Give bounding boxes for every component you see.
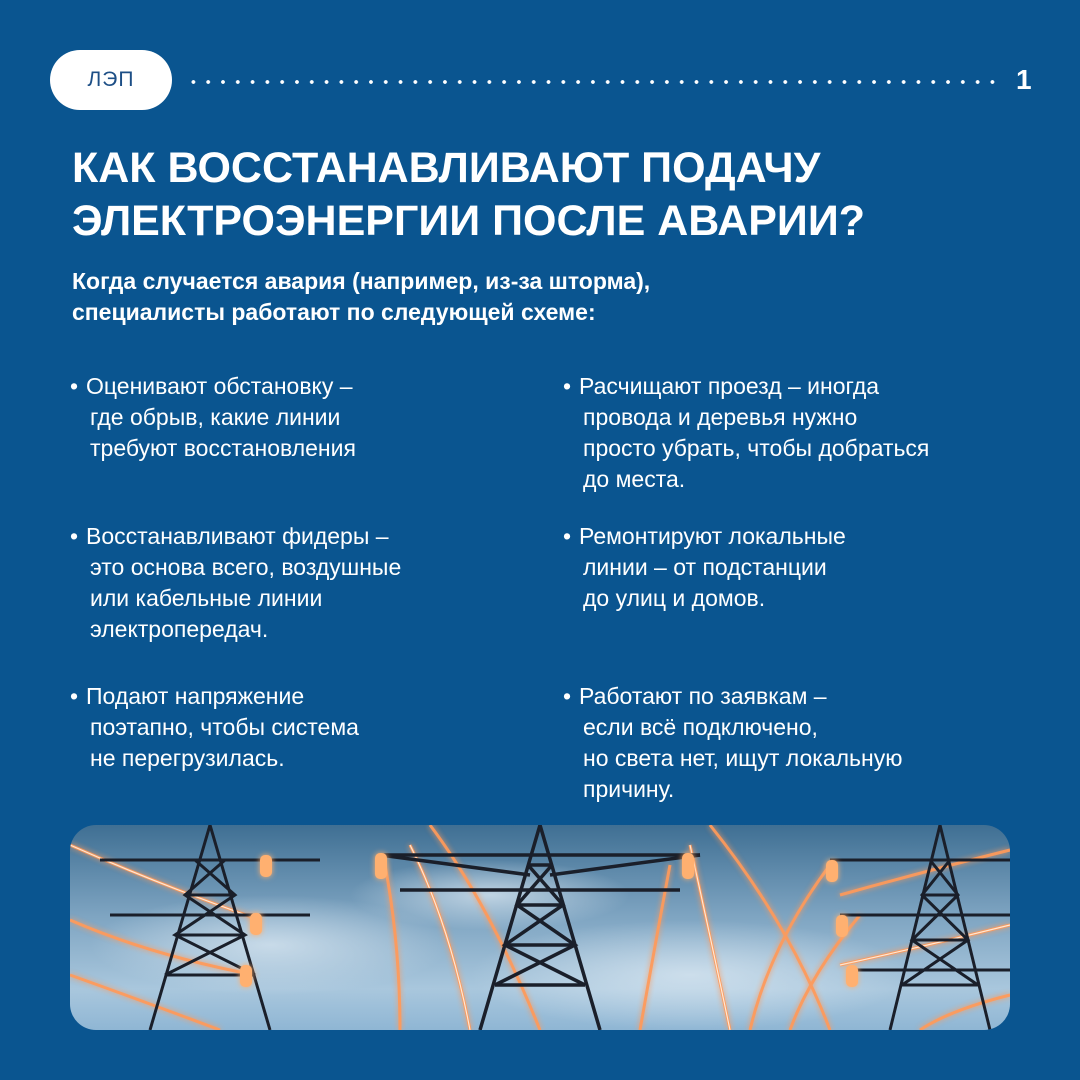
step-line: Расчищают проезд – иногда [579,373,880,399]
step-line: но света нет, ищут локальную [583,745,903,771]
step-line: до улиц и домов. [583,585,766,611]
power-lines-photo [70,825,1010,1030]
step-assess [70,371,356,464]
step-line: требуют восстановления [90,435,356,461]
step-supply-voltage [70,681,359,774]
step-line: или кабельные линии [90,585,323,611]
step-line: где обрыв, какие линии [90,404,341,430]
page-title [72,142,1032,248]
category-tag: ЛЭП [50,50,172,110]
intro-line: Когда случается авария (например, из-за шторма), [72,268,651,294]
step-line: Подают напряжение [86,683,305,709]
bullet-icon: • [563,373,572,399]
step-repair-local-lines [563,521,846,614]
step-line: это основа всего, воздушные [90,554,402,580]
dotted-divider [186,80,1002,84]
step-line: Работают по заявкам – [579,683,827,709]
intro-line: специалисты работают по следующей схеме: [72,299,596,325]
step-line: Ремонтируют локальные [579,523,846,549]
step-line: линии – от подстанции [583,554,827,580]
step-line: не перегрузилась. [90,745,285,771]
step-line: поэтапно, чтобы система [90,714,359,740]
intro-text [72,266,972,328]
step-line: до места. [583,466,686,492]
step-line: просто убрать, чтобы добраться [583,435,930,461]
bullet-icon: • [563,683,572,709]
step-line: причину. [583,776,675,802]
step-restore-feeders [70,521,401,645]
bullet-icon: • [563,523,572,549]
step-handle-requests [563,681,902,805]
step-line: провода и деревья нужно [583,404,858,430]
step-clear-road [563,371,929,495]
page-number: 1 [1016,64,1032,95]
bullet-icon: • [70,373,79,399]
title-line: КАК ВОССТАНАВЛИВАЮТ ПОДАЧУ [72,144,821,192]
step-line: электропередач. [90,616,269,642]
bullet-icon: • [70,523,79,549]
step-line: Восстанавливают фидеры – [86,523,389,549]
title-line: ЭЛЕКТРОЭНЕРГИИ ПОСЛЕ АВАРИИ? [72,197,866,245]
step-line: Оценивают обстановку – [86,373,353,399]
transmission-tower-illustration [70,825,1010,1030]
step-line: если всё подключено, [583,714,818,740]
bullet-icon: • [70,683,79,709]
